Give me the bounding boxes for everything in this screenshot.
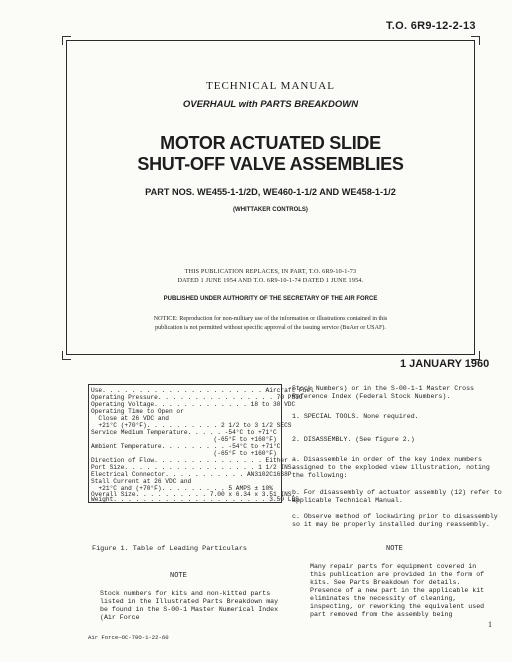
manufacturer: (WHITTAKER CONTROLS): [233, 207, 308, 213]
corner-mark: [62, 36, 71, 45]
spec-line: Operating Pressure. . . . . . . . . . . . . . . . 70 PSIG: [91, 394, 303, 401]
title-line2: SHUT-OFF VALVE ASSEMBLIES: [137, 154, 404, 174]
spec-line: +21°C (+70°F). . . . . . . . . . 2 1/2 to 3 1/2 SECS: [91, 422, 292, 429]
note-heading-right: NOTE: [386, 545, 403, 553]
special-tools-paragraph: 1. SPECIAL TOOLS. None required.: [292, 413, 419, 420]
spec-line: Electrical Connector. . . . . . . . . . . AN3102C16S8P: [91, 471, 292, 478]
replaces-line1: THIS PUBLICATION REPLACES, IN PART, T.O. 6R9-10-1-73: [184, 268, 357, 275]
stock-numbers-continuation: Stock Numbers) or in the S-00-1-1 Master Cross Reference Index (Federal Stock Numbers).: [292, 385, 475, 400]
note-text-left: Stock numbers for kits and non-kitted parts listed in the Illustrated Parts Breakdown may be found in the S-00-1 Master Numerical Index (Air Force: [100, 590, 279, 621]
page-number: 1: [488, 620, 492, 629]
manual-subtitle: OVERHAUL with PARTS BREAKDOWN: [182, 99, 359, 110]
spec-line: Use. . . . . . . . . . . . . . . . . . . . . . Aircraft Fuel: [91, 387, 314, 394]
spec-line: (-65°F to +160°F): [91, 450, 277, 457]
spec-line: Operating Voltage. . . . . . . . . . . . . 18 to 30 VDC: [91, 401, 296, 408]
spec-line: Service Medium Temperature. . . . . -54°C to +71°C: [91, 429, 277, 436]
corner-mark: [62, 351, 71, 360]
spec-line: Operating Time to Open or: [91, 408, 184, 415]
note-heading-left: NOTE: [170, 572, 187, 580]
spec-line: Port Size. . . . . . . . . . . . . . . . . . 1 1/2 INS.: [91, 464, 296, 471]
manual-type: TECHNICAL MANUAL: [206, 80, 335, 92]
corner-mark: [471, 36, 480, 45]
spec-line: Weight. . . . . . . . . . . . . . . . . . . . . 3.50 LBS: [91, 496, 299, 503]
step-a: a. Disassemble in order of the key index numbers assigned to the exploded view illustration, noting the following:: [292, 456, 490, 479]
spec-line: Ambient Temperature. . . . . . . . . -54°C to +71°C: [91, 443, 281, 450]
part-numbers: PART NOS. WE455-1-1/2D, WE460-1-1/2 AND WE458-1-1/2: [145, 187, 396, 197]
spec-line: Overall Size. . . . . . . . . . 7.00 x 6.34 x 3.51 INS.: [91, 491, 296, 498]
step-c: c. Observe method of lockwiring prior to disassembly so it may be properly installed during reassembly.: [292, 513, 498, 528]
note-text-right: Many repair parts for equipment covered in this publication are provided in the form of kits. See Parts Breakdown for details. Presence of a new part in the applicable kit eliminates the necessity of cleaning, inspecting, or reworking the equivalent used part removed from the assembly being: [310, 563, 485, 618]
spec-line: (-65°F to +160°F): [91, 436, 277, 443]
publication-date: 1 JANUARY 1960: [400, 358, 490, 370]
spec-line: Close at 26 VDC and: [91, 415, 169, 422]
print-footer: Air Force—OC-70O-1-22-60: [88, 634, 169, 641]
notice-line1: NOTICE: Reproduction for non-military use of the information or illustrations contained in this: [153, 316, 388, 322]
notice-line2: publication is not permitted without specific approval of the issuing service (BuAer or USAF).: [155, 325, 386, 331]
spec-line: Direction of Flow. . . . . . . . . . . . . . . Either: [91, 457, 288, 464]
spec-line: +21°C and (+70°F). . . . . . . . . 5 AMPS ± 10%: [91, 485, 273, 492]
title-line1: MOTOR ACTUATED SLIDE: [160, 133, 381, 153]
disassembly-paragraph: 2. DISASSEMBLY. (See figure 2.): [292, 436, 415, 443]
replaces-line2: DATED 1 JUNE 1954 AND T.O. 6R9-10-1-74 DATED 1 JUNE 1954.: [177, 277, 364, 284]
step-b: b. For disassembly of actuator assembly (12) refer to applicable Technical Manual.: [292, 489, 502, 504]
figure-caption: Figure 1. Table of Leading Particulars: [92, 545, 247, 553]
authority-line: PUBLISHED UNDER AUTHORITY OF THE SECRETARY OF THE AIR FORCE: [163, 296, 378, 302]
to-number: T.O. 6R9-12-2-13: [386, 20, 476, 32]
spec-line: Stall Current at 26 VDC and: [91, 478, 192, 485]
